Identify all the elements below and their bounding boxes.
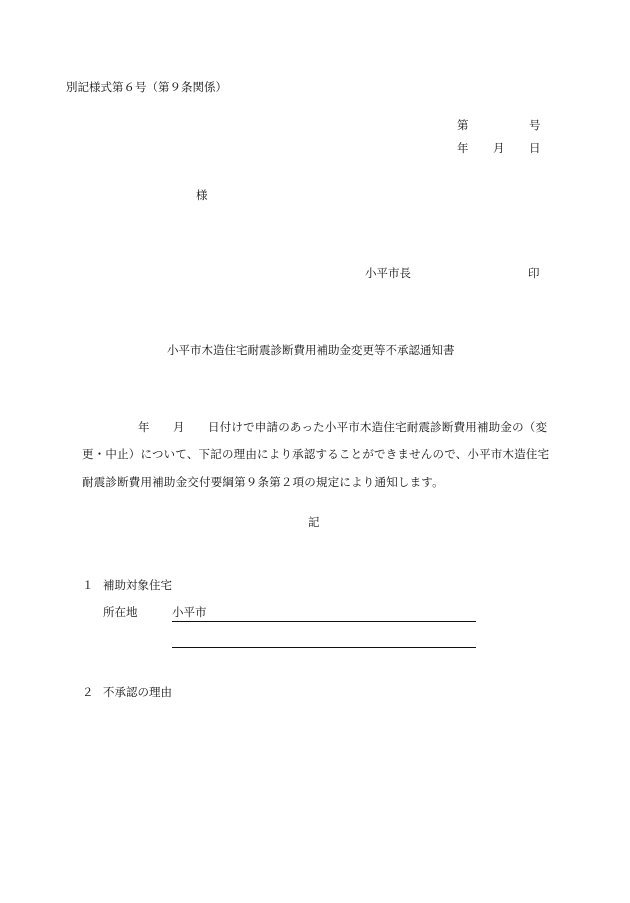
date-month: 月	[493, 141, 505, 155]
issuer-title: 小平市長	[365, 266, 411, 280]
form-label: 別記様式第６号（第９条関係）	[66, 80, 227, 94]
item-2-number: ２	[82, 685, 94, 699]
item-1-label: 補助対象住宅	[103, 578, 172, 592]
item-2-label: 不承認の理由	[103, 685, 172, 699]
body-line-1: 日付けで申請のあった小平市木造住宅耐震診断費用補助金の（変	[208, 420, 548, 434]
item-1-number: １	[82, 578, 94, 592]
body-line-2: 更・中止）について、下記の理由により承認することができませんので、小平市木造住宅	[82, 447, 550, 461]
ki-heading: 記	[308, 515, 320, 529]
date-year: 年	[457, 141, 469, 155]
location-value: 小平市	[172, 605, 207, 619]
location-field[interactable]	[172, 607, 476, 622]
recipient-honorific: 様	[196, 188, 208, 202]
number-prefix: 第	[457, 118, 469, 132]
location-label: 所在地	[103, 605, 138, 619]
document-title: 小平市木造住宅耐震診断費用補助金変更等不承認通知書	[167, 343, 455, 357]
body-date-year: 年	[138, 420, 150, 434]
seal-mark: 印	[528, 266, 540, 280]
date-day: 日	[529, 141, 541, 155]
body-line-3: 耐震診断費用補助金交付要綱第９条第２項の規定により通知します。	[82, 475, 444, 489]
location-field-2[interactable]	[172, 633, 476, 648]
number-suffix: 号	[529, 118, 541, 132]
body-date-month: 月	[173, 420, 185, 434]
